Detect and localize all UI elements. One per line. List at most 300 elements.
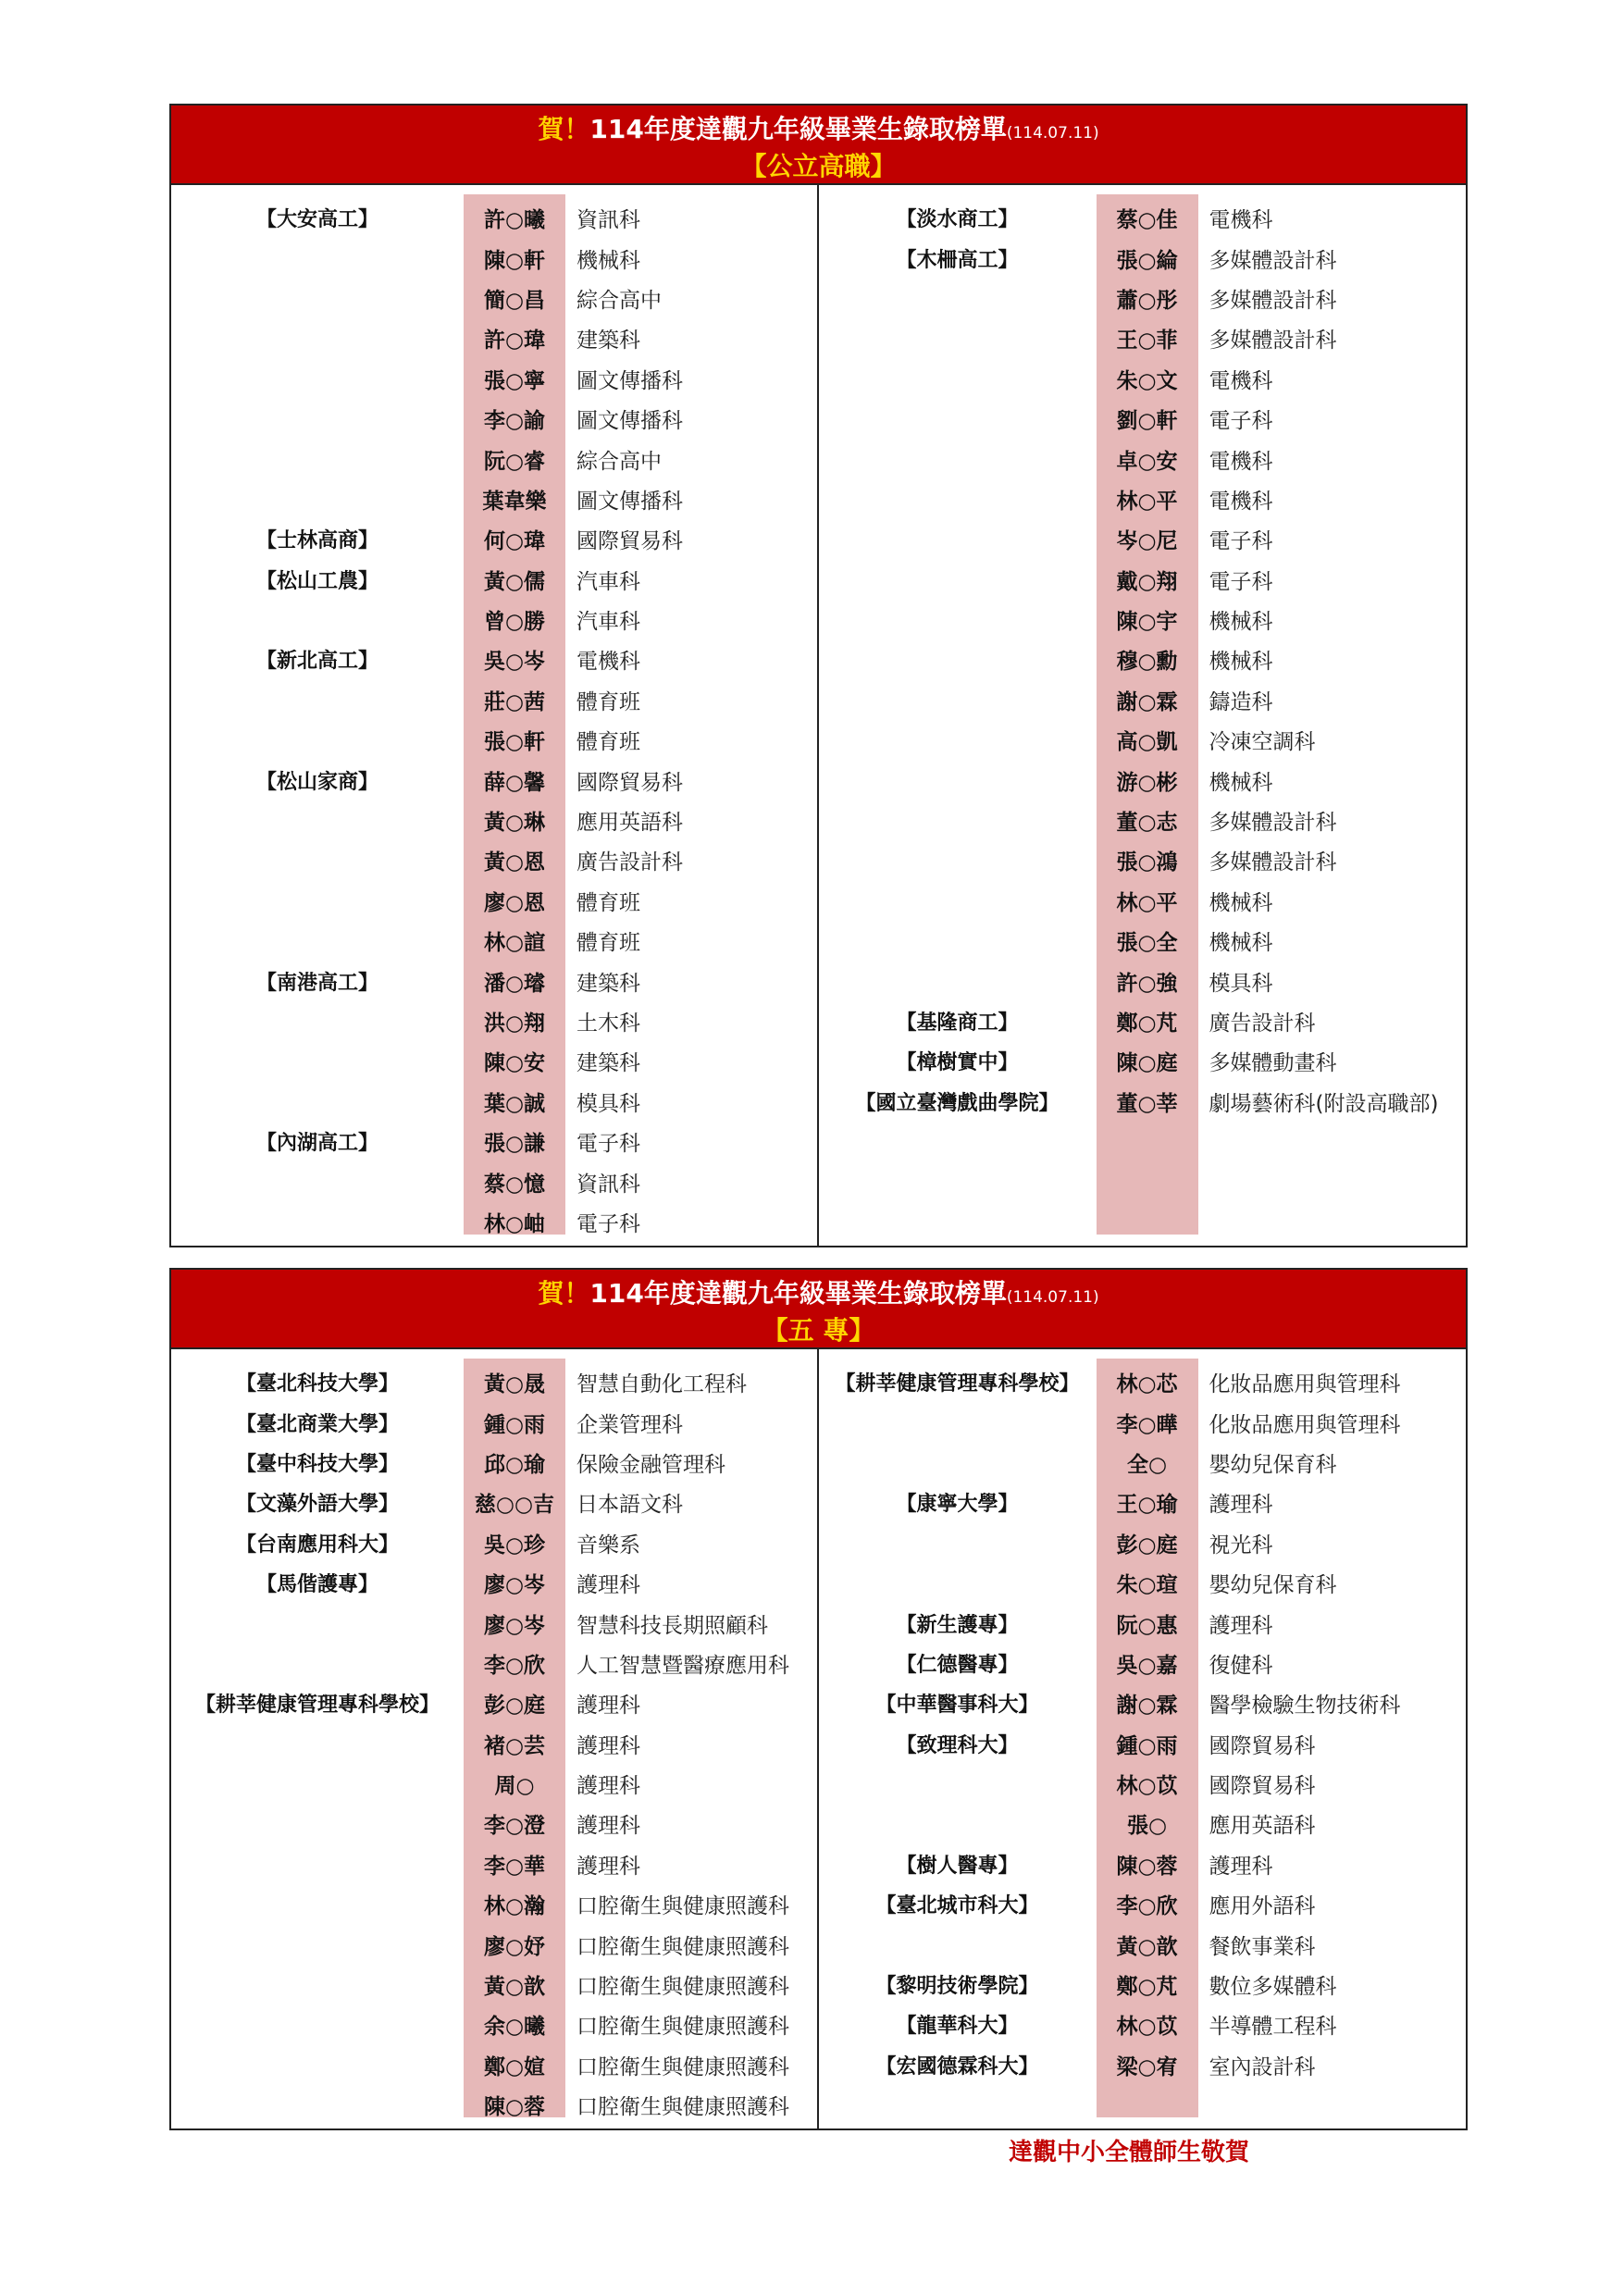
department-name: 口腔衛生與健康照護科 [576,1934,789,1959]
department-name: 音樂系 [576,1533,640,1558]
student-name: 全○ [1126,1452,1168,1477]
admission-row [171,921,817,961]
admission-row [819,800,1467,840]
admission-row [171,318,817,358]
department-name: 護理科 [1209,1854,1273,1879]
student-name: 洪○翔 [483,1011,546,1036]
student-name: 黃○儒 [483,569,546,594]
panel-body [171,1349,1466,2128]
school-name: 【內湖高工】 [255,1132,378,1156]
student-name: 阮○惠 [1116,1613,1178,1638]
department-name: 模具科 [576,1091,640,1116]
student-name: 黃○歆 [1116,1934,1178,1959]
student-name: 簡○昌 [483,288,546,313]
student-name: 朱○瑄 [1116,1573,1178,1598]
department-name: 電子科 [1209,529,1273,554]
admission-row [819,881,1467,921]
admission-row [171,279,817,318]
department-name: 護理科 [576,1774,640,1799]
department-name: 電機科 [1209,449,1273,474]
student-name: 林○苡 [1116,1774,1178,1799]
department-name: 視光科 [1209,1533,1273,1558]
title-prefix: 賀！ [538,114,590,144]
department-name: 多媒體設計科 [1209,329,1337,354]
department-name: 建築科 [576,1051,640,1076]
department-name: 電機科 [1209,208,1273,233]
admission-row [819,1001,1467,1041]
admission-row [819,2045,1467,2085]
left-column [171,1349,819,2128]
student-name: 廖○妤 [483,1934,546,1959]
student-name: 周○ [494,1774,535,1799]
student-name: 林○諠 [483,931,546,956]
student-name: 葉○誠 [483,1091,546,1116]
admission-row [819,760,1467,800]
department-name: 智慧自動化工程科 [576,1372,747,1397]
school-name: 【中華醫事科大】 [875,1694,1039,1718]
admission-row [819,1563,1467,1603]
admission-row [171,1443,817,1483]
student-name: 卓○安 [1116,449,1178,474]
student-name: 林○平 [1116,890,1178,915]
admission-row [819,198,1467,238]
department-name: 圖文傳播科 [576,489,683,514]
department-name: 化妝品應用與管理科 [1209,1372,1401,1397]
student-name: 王○瑜 [1116,1493,1178,1518]
panel-category: 【公立高職】 [740,151,897,181]
admission-row [171,1884,817,1924]
department-name: 電機科 [576,650,640,675]
school-name: 【樹人醫專】 [896,1854,1019,1878]
school-name: 【松山家商】 [255,770,378,794]
admission-row [171,1683,817,1723]
student-name: 陳○軒 [483,248,546,273]
admission-row [819,439,1467,478]
admission-row [171,1202,817,1242]
left-column [171,185,819,1246]
student-name: 彭○庭 [1116,1533,1178,1558]
admission-row [171,1764,817,1804]
admission-row [171,2085,817,2125]
department-name: 口腔衛生與健康照護科 [576,1975,789,2000]
school-name: 【康寧大學】 [896,1493,1019,1517]
department-name: 多媒體設計科 [1209,811,1337,836]
admission-row [819,1924,1467,1964]
title-main: 114年度達觀九年級畢業生錄取榜單 [589,1278,1007,1309]
student-name: 李○華 [483,1854,546,1879]
department-name: 電機科 [1209,368,1273,393]
admission-row [171,1362,817,1402]
department-name: 機械科 [1209,931,1273,956]
admission-row [171,1122,817,1161]
department-name: 化妝品應用與管理科 [1209,1412,1401,1437]
department-name: 智慧科技長期照顧科 [576,1613,768,1638]
department-name: 國際貿易科 [576,529,683,554]
student-name: 陳○蓉 [483,2095,546,2120]
admission-row [171,1563,817,1603]
department-name: 護理科 [576,1694,640,1719]
admission-row [171,198,817,238]
student-name: 陳○庭 [1116,1051,1178,1076]
student-name: 林○平 [1116,489,1178,514]
department-name: 人工智慧暨醫療應用科 [576,1653,789,1678]
admission-row [819,1603,1467,1643]
admission-row [819,1082,1467,1122]
student-name: 莊○茜 [483,689,546,714]
admission-row [171,1523,817,1563]
department-name: 機械科 [1209,650,1273,675]
admission-row [819,479,1467,519]
admission-row [171,238,817,278]
admission-row [819,961,1467,1000]
school-name: 【馬偕護專】 [255,1573,378,1597]
school-name: 【耕莘健康管理專科學校】 [835,1372,1080,1396]
admission-row [171,639,817,679]
school-name: 【大安高工】 [255,208,378,232]
school-name: 【臺北商業大學】 [235,1412,399,1436]
student-name: 阮○睿 [483,449,546,474]
department-name: 國際貿易科 [1209,1774,1316,1799]
student-name: 褚○芸 [483,1733,546,1758]
school-name: 【仁德醫專】 [896,1653,1019,1677]
student-name: 林○苡 [1116,2015,1178,2040]
student-name: 鍾○雨 [483,1412,546,1437]
department-name: 保險金融管理科 [576,1452,725,1477]
admission-row [171,840,817,880]
school-name: 【新北高工】 [255,650,378,674]
student-name: 林○岫 [483,1211,546,1236]
admission-row [819,1844,1467,1884]
admission-row [171,439,817,478]
admission-row [171,1804,817,1843]
school-name: 【南港高工】 [255,971,378,995]
admission-row [819,1804,1467,1843]
admission-row [819,1884,1467,1924]
school-name: 【木柵高工】 [896,248,1019,272]
department-name: 土木科 [576,1011,640,1036]
department-name: 廣告設計科 [1209,1011,1316,1036]
student-name: 曾○勝 [483,610,546,635]
student-name: 蕭○彤 [1116,288,1178,313]
admission-row [171,680,817,720]
department-name: 口腔衛生與健康照護科 [576,2015,789,2040]
panel-header [171,105,1466,185]
admission-row [819,1041,1467,1081]
school-name: 【樟樹實中】 [896,1051,1019,1075]
student-name: 李○欣 [1116,1894,1178,1919]
student-name: 許○曦 [483,208,546,233]
student-name: 慈○○吉 [474,1493,555,1518]
student-name: 戴○翔 [1116,569,1178,594]
student-name: 張○全 [1116,931,1178,956]
department-name: 國際貿易科 [1209,1733,1316,1758]
school-name: 【臺北城市科大】 [875,1894,1039,1918]
title-date: (114.07.11) [1006,124,1099,143]
department-name: 電子科 [1209,409,1273,434]
department-name: 建築科 [576,971,640,996]
student-name: 張○鴻 [1116,850,1178,875]
student-name: 蔡○佳 [1116,208,1178,233]
department-name: 機械科 [1209,610,1273,635]
admission-row [171,760,817,800]
school-name: 【龍華科大】 [896,2015,1019,2039]
student-name: 林○芯 [1116,1372,1178,1397]
student-name: 蔡○憶 [483,1172,546,1197]
right-column [819,1349,1467,2128]
school-name: 【耕莘健康管理專科學校】 [194,1694,440,1718]
school-name: 【宏國德霖科大】 [875,2054,1039,2079]
school-name: 【臺北科技大學】 [235,1372,399,1396]
admission-row [819,680,1467,720]
department-name: 口腔衛生與健康照護科 [576,2095,789,2120]
department-name: 半導體工程科 [1209,2015,1337,2040]
school-name: 【松山工農】 [255,569,378,593]
student-name: 彭○庭 [483,1694,546,1719]
student-name: 陳○安 [483,1051,546,1076]
admission-row [171,1161,817,1201]
school-name: 【台南應用科大】 [235,1533,399,1557]
student-name: 許○瑋 [483,329,546,354]
department-name: 汽車科 [576,569,640,594]
department-name: 體育班 [576,931,640,956]
admission-row [171,600,817,639]
department-name: 護理科 [576,1733,640,1758]
student-name: 張○謙 [483,1132,546,1157]
school-name: 【新生護專】 [896,1613,1019,1637]
department-name: 劇場藝術科(附設高職部) [1209,1091,1439,1116]
department-name: 資訊科 [576,1172,640,1197]
student-name: 張○軒 [483,730,546,755]
student-name: 黃○琳 [483,811,546,836]
student-name: 葉韋樂 [482,489,547,514]
department-name: 機械科 [1209,770,1273,795]
admission-row [171,1844,817,1884]
department-name: 體育班 [576,689,640,714]
admission-row [171,1082,817,1122]
department-name: 模具科 [1209,971,1273,996]
admission-row [819,279,1467,318]
admission-row [819,1764,1467,1804]
admission-row [171,2004,817,2044]
admission-row [171,1402,817,1442]
admission-row [819,1644,1467,1683]
student-name: 何○瑋 [483,529,546,554]
admission-row [819,1443,1467,1483]
department-name: 應用英語科 [1209,1814,1316,1839]
department-name: 廣告設計科 [576,850,683,875]
department-name: 企業管理科 [576,1412,683,1437]
department-name: 應用外語科 [1209,1894,1316,1919]
admission-row [819,1965,1467,2004]
admission-row [171,1965,817,2004]
department-name: 口腔衛生與健康照護科 [576,1894,789,1919]
department-name: 護理科 [576,1854,640,1879]
admission-row [171,359,817,399]
student-name: 黃○晟 [483,1372,546,1397]
department-name: 室內設計科 [1209,2054,1316,2079]
admission-row [819,720,1467,760]
student-name: 董○莘 [1116,1091,1178,1116]
student-name: 黃○恩 [483,850,546,875]
department-name: 圖文傳播科 [576,368,683,393]
student-name: 張○綸 [1116,248,1178,273]
admission-row [171,1041,817,1081]
department-name: 鑄造科 [1209,689,1273,714]
admission-row [171,1483,817,1522]
department-name: 體育班 [576,730,640,755]
department-name: 護理科 [576,1814,640,1839]
department-name: 國際貿易科 [576,770,683,795]
school-name: 【臺中科技大學】 [235,1452,399,1476]
student-name: 吳○嘉 [1116,1653,1178,1678]
student-name: 張○ [1126,1814,1168,1839]
student-name: 薛○馨 [483,770,546,795]
school-name: 【國立臺灣戲曲學院】 [855,1091,1060,1115]
admission-row [819,840,1467,880]
admission-row [819,1362,1467,1402]
student-name: 岑○尼 [1116,529,1178,554]
school-name: 【淡水商工】 [896,208,1019,232]
department-name: 嬰幼兒保育科 [1209,1452,1337,1477]
panel-title [171,105,1466,150]
student-name: 廖○岑 [483,1573,546,1598]
department-name: 多媒體動畫科 [1209,1051,1337,1076]
admission-row [171,1724,817,1764]
title-prefix: 賀！ [538,1278,590,1309]
department-name: 機械科 [576,248,640,273]
department-name: 數位多媒體科 [1209,1975,1337,2000]
department-name: 多媒體設計科 [1209,248,1337,273]
vocational-results-panel [169,104,1468,1247]
admission-row [819,1523,1467,1563]
student-name: 黃○歆 [483,1975,546,2000]
department-name: 日本語文科 [576,1493,683,1518]
junior-college-results-panel [169,1268,1468,2130]
student-name: 廖○岑 [483,1613,546,1638]
student-name: 穆○勳 [1116,650,1178,675]
department-name: 電子科 [1209,569,1273,594]
student-name: 謝○霖 [1116,689,1178,714]
panel-body [171,185,1466,1246]
student-name: 劉○軒 [1116,409,1178,434]
admission-row [819,318,1467,358]
student-name: 林○瀚 [483,1894,546,1919]
student-name: 朱○文 [1116,368,1178,393]
student-name: 李○諭 [483,409,546,434]
department-name: 口腔衛生與健康照護科 [576,2054,789,2079]
admission-row [819,519,1467,559]
student-name: 許○強 [1116,971,1178,996]
admission-row [819,359,1467,399]
student-name: 邱○瑜 [483,1452,546,1477]
department-name: 電子科 [576,1132,640,1157]
admission-row [171,1603,817,1643]
admission-row [171,479,817,519]
department-name: 圖文傳播科 [576,409,683,434]
admission-row [819,1683,1467,1723]
right-column [819,185,1467,1246]
department-name: 綜合高中 [576,288,662,313]
department-name: 多媒體設計科 [1209,288,1337,313]
student-name: 吳○珍 [483,1533,546,1558]
department-name: 冷凍空調科 [1209,730,1316,755]
student-name: 陳○蓉 [1116,1854,1178,1879]
student-name: 梁○宥 [1116,2054,1178,2079]
admission-row [819,600,1467,639]
department-name: 體育班 [576,890,640,915]
admission-row [819,1402,1467,1442]
footer-congratulation: 達觀中小全體師生敬賀 [1009,2139,1250,2166]
student-name: 陳○宇 [1116,610,1178,635]
department-name: 機械科 [1209,890,1273,915]
school-name: 【基隆商工】 [896,1011,1019,1035]
department-name: 復健科 [1209,1653,1273,1678]
department-name: 建築科 [576,329,640,354]
school-name: 【士林高商】 [255,529,378,553]
admission-row [171,519,817,559]
department-name: 電子科 [576,1211,640,1236]
admission-row [171,399,817,439]
student-name: 李○欣 [483,1653,546,1678]
admission-row [171,1644,817,1683]
department-name: 資訊科 [576,208,640,233]
student-name: 董○志 [1116,811,1178,836]
admission-row [171,2045,817,2085]
student-name: 張○寧 [483,368,546,393]
student-name: 廖○恩 [483,890,546,915]
student-name: 王○菲 [1116,329,1178,354]
department-name: 嬰幼兒保育科 [1209,1573,1337,1598]
department-name: 護理科 [1209,1613,1273,1638]
department-name: 應用英語科 [576,811,683,836]
department-name: 綜合高中 [576,449,662,474]
student-name: 潘○璿 [483,971,546,996]
admission-row [819,2004,1467,2044]
panel-category: 【五 專】 [762,1315,875,1346]
panel-title [171,1270,1466,1314]
department-name: 多媒體設計科 [1209,850,1337,875]
student-name: 謝○霖 [1116,1694,1178,1719]
admission-row [171,881,817,921]
panel-header [171,1270,1466,1349]
title-date: (114.07.11) [1006,1288,1099,1307]
admission-row [819,639,1467,679]
admission-row [819,238,1467,278]
department-name: 餐飲事業科 [1209,1934,1316,1959]
department-name: 護理科 [576,1573,640,1598]
admission-row [171,720,817,760]
admission-row [819,399,1467,439]
school-name: 【黎明技術學院】 [875,1975,1039,1999]
admission-row [171,1001,817,1041]
student-name: 鄭○媗 [483,2054,546,2079]
student-name: 李○曄 [1116,1412,1178,1437]
admission-row [171,1924,817,1964]
admission-row [819,1724,1467,1764]
department-name: 醫學檢驗生物技術科 [1209,1694,1401,1719]
school-name: 【文藻外語大學】 [235,1493,399,1517]
student-name: 李○澄 [483,1814,546,1839]
admission-row [171,800,817,840]
department-name: 電機科 [1209,489,1273,514]
department-name: 汽車科 [576,610,640,635]
student-name: 鄭○芃 [1116,1011,1178,1036]
student-name: 余○曦 [483,2015,546,2040]
admission-row [819,921,1467,961]
student-name: 鍾○雨 [1116,1733,1178,1758]
admission-row [171,961,817,1000]
admission-row [819,1483,1467,1522]
